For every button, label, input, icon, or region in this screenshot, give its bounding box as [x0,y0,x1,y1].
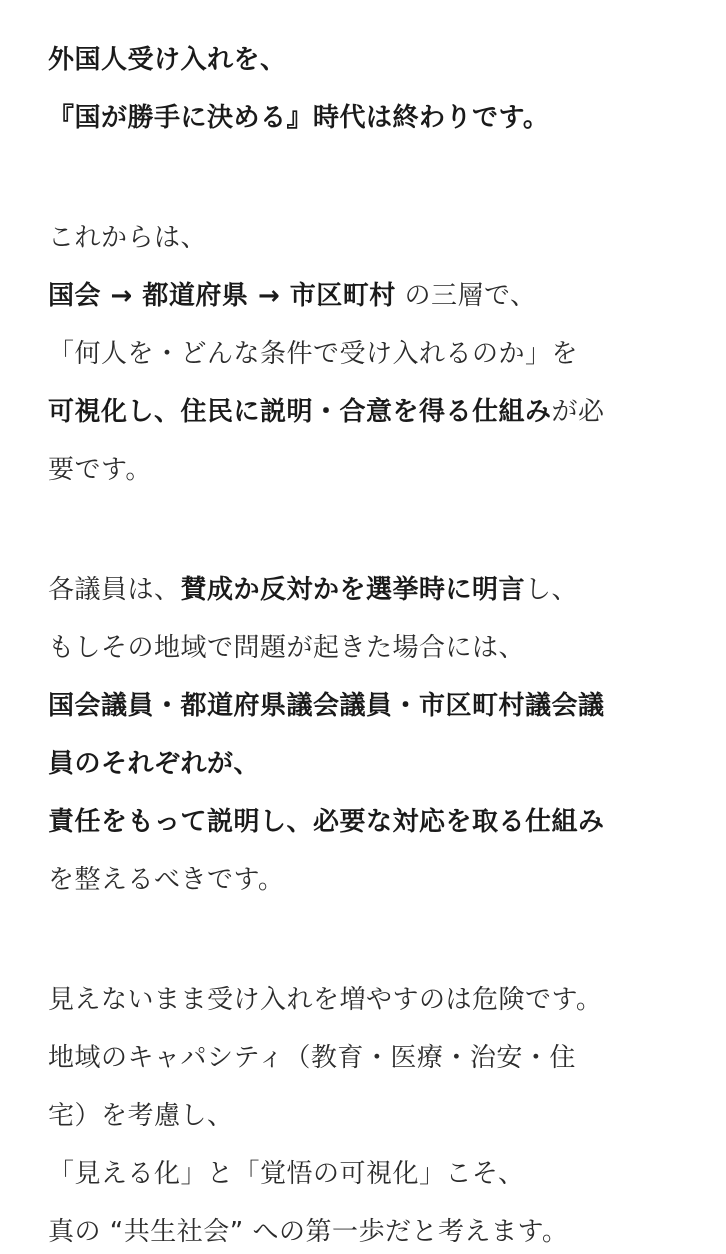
paragraph-3 [48,568,696,902]
text-line: 「何人を・どんな条件で受け入れるのか」を [48,339,579,369]
text-line: 宅）を考慮し、 [48,1101,234,1131]
bold-phrase: 賛成か反対かを選挙時に明言 [180,575,526,605]
text-line: 責任をもって説明し、必要な対応を取る仕組み [48,807,605,837]
text-line: 『国が勝手に決める』時代は終わりです。 [48,103,550,133]
paragraph-spacer [48,506,696,568]
text-line: 要です。 [48,455,152,485]
paragraph-spacer [48,916,696,978]
paragraph-spacer [48,154,696,216]
paragraph-4 [48,978,696,1254]
text-line: 真の “共生社会” への第一歩だと考えます。 [48,1217,569,1247]
text-line: 見えないまま受け入れを増やすのは危険です。 [48,985,603,1015]
text-line: 員のそれぞれが、 [48,749,261,779]
text-line: 地域のキャパシティ（教育・医療・治安・住 [48,1043,576,1073]
text-line [48,274,696,318]
text-line [48,390,696,434]
text-phrase: の三層で、 [395,281,537,311]
text-phrase: が必 [551,397,605,427]
text-line: を整えるべきです。 [48,865,285,895]
paragraph-2 [48,216,696,492]
text-line: これからは、 [48,223,208,253]
bold-phrase: 可視化し、住民に説明・合意を得る仕組み [48,397,552,427]
text-line: もしその地域で問題が起きた場合には、 [48,633,526,663]
text-line [48,568,696,612]
text-line: 「見える化」と「覚悟の可視化」こそ、 [48,1159,525,1189]
bold-phrase: 国会 → 都道府県 → 市区町村 [48,281,396,311]
text-line: 外国人受け入れを、 [48,45,287,75]
text-phrase: し、 [525,575,579,605]
text-line: 国会議員・都道府県議会議員・市区町村議会議 [48,691,605,721]
text-phrase: 各議員は、 [48,575,181,605]
paragraph-1 [48,38,696,140]
